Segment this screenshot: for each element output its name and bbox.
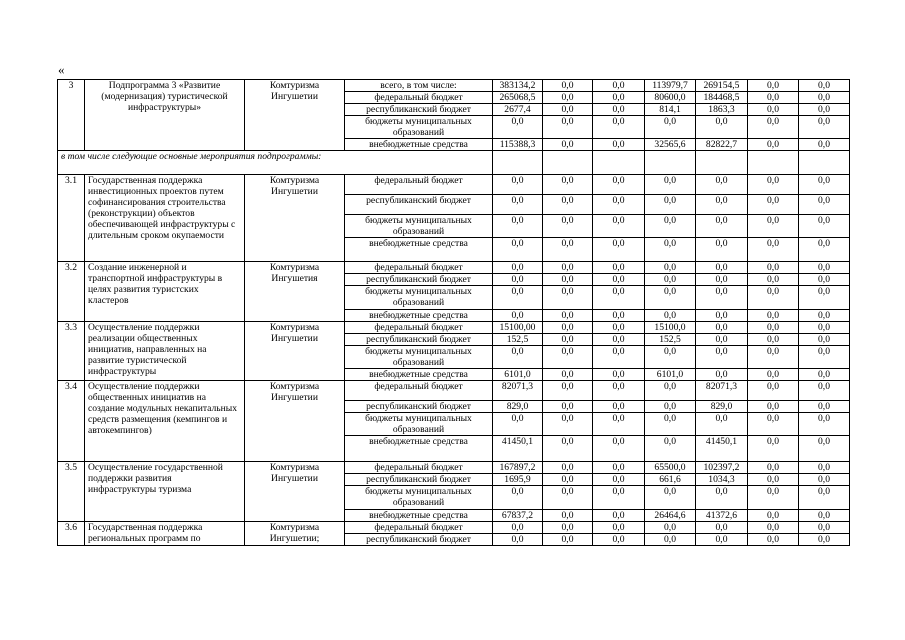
amount-cell: 0,0 — [799, 522, 850, 534]
measure-row — [58, 462, 850, 474]
funding-source: внебюджетные средства — [345, 238, 493, 262]
amount-cell: 0,0 — [593, 215, 645, 238]
amount-cell: 0,0 — [748, 522, 799, 534]
amount-cell: 0,0 — [799, 175, 850, 195]
amount-cell: 0,0 — [543, 534, 593, 546]
amount-cell: 0,0 — [799, 238, 850, 262]
funding-source: федеральный бюджет — [345, 262, 493, 274]
amount-cell: 0,0 — [645, 486, 696, 510]
executor: Комтуризма Ингушетии; — [245, 522, 345, 546]
amount-cell: 0,0 — [593, 195, 645, 215]
amount-cell: 0,0 — [696, 274, 748, 286]
amount-cell: 0,0 — [593, 274, 645, 286]
amount-cell: 0,0 — [696, 116, 748, 139]
amount-cell: 0,0 — [543, 401, 593, 413]
amount-cell: 0,0 — [645, 413, 696, 436]
amount-cell: 0,0 — [593, 346, 645, 369]
amount-cell: 0,0 — [543, 286, 593, 310]
amount-cell: 0,0 — [799, 401, 850, 413]
amount-cell: 0,0 — [799, 286, 850, 310]
amount-cell: 0,0 — [593, 310, 645, 322]
amount-cell: 0,0 — [543, 474, 593, 486]
amount-cell: 0,0 — [645, 215, 696, 238]
amount-cell: 0,0 — [748, 486, 799, 510]
amount-cell: 0,0 — [748, 286, 799, 310]
amount-cell: 0,0 — [799, 262, 850, 274]
funding-source: бюджеты муниципальных образований — [345, 215, 493, 238]
amount-cell: 0,0 — [593, 286, 645, 310]
amount-cell: 0,0 — [593, 139, 645, 151]
funding-source: всего, в том числе: — [345, 80, 493, 92]
measure-name: Государственная поддержка региональных программ по — [85, 522, 245, 546]
amount-cell: 0,0 — [645, 534, 696, 546]
funding-source: республиканский бюджет — [345, 401, 493, 413]
amount-cell: 0,0 — [799, 346, 850, 369]
measure-row — [58, 522, 850, 534]
amount-cell: 0,0 — [748, 215, 799, 238]
amount-cell: 0,0 — [493, 310, 543, 322]
amount-cell: 0,0 — [645, 286, 696, 310]
amount-cell: 0,0 — [696, 322, 748, 334]
program-name: Подпрограмма 3 «Развитие (модернизация) туристической инфраструктуры» — [85, 80, 245, 151]
measure-name: Государственная поддержка инвестиционных проектов путем софинансирования строительства (реконструкции) объектов обеспечивающей инфраструктуры с длительным сроком окупаемости — [85, 175, 245, 262]
amount-cell: 661,6 — [645, 474, 696, 486]
funding-source: республиканский бюджет — [345, 334, 493, 346]
amount-cell: 0,0 — [593, 116, 645, 139]
amount-cell: 0,0 — [593, 104, 645, 116]
amount-cell: 383134,2 — [493, 80, 543, 92]
amount-cell: 0,0 — [748, 369, 799, 381]
empty-cell — [493, 151, 543, 175]
measure-row — [58, 175, 850, 195]
amount-cell: 0,0 — [593, 262, 645, 274]
amount-cell: 0,0 — [799, 334, 850, 346]
funding-source: бюджеты муниципальных образований — [345, 486, 493, 510]
amount-cell: 67837,2 — [493, 510, 543, 522]
amount-cell: 2677,4 — [493, 104, 543, 116]
amount-cell: 0,0 — [696, 195, 748, 215]
amount-cell: 82822,7 — [696, 139, 748, 151]
amount-cell: 0,0 — [543, 522, 593, 534]
amount-cell: 0,0 — [799, 462, 850, 474]
amount-cell: 0,0 — [696, 534, 748, 546]
amount-cell: 0,0 — [493, 215, 543, 238]
funding-source: федеральный бюджет — [345, 522, 493, 534]
amount-cell: 0,0 — [543, 92, 593, 104]
funding-source: республиканский бюджет — [345, 534, 493, 546]
executor: Комтуризма Ингушетии — [245, 175, 345, 262]
amount-cell: 0,0 — [696, 175, 748, 195]
amount-cell: 0,0 — [593, 175, 645, 195]
funding-source: внебюджетные средства — [345, 310, 493, 322]
amount-cell: 0,0 — [593, 334, 645, 346]
amount-cell: 0,0 — [493, 286, 543, 310]
funding-source: республиканский бюджет — [345, 195, 493, 215]
amount-cell: 0,0 — [493, 346, 543, 369]
amount-cell: 6101,0 — [645, 369, 696, 381]
amount-cell: 0,0 — [748, 474, 799, 486]
funding-source: бюджеты муниципальных образований — [345, 413, 493, 436]
amount-cell: 0,0 — [593, 80, 645, 92]
amount-cell: 65500,0 — [645, 462, 696, 474]
amount-cell: 152,5 — [645, 334, 696, 346]
amount-cell: 0,0 — [696, 215, 748, 238]
amount-cell: 0,0 — [696, 486, 748, 510]
amount-cell: 0,0 — [593, 92, 645, 104]
amount-cell: 41372,6 — [696, 510, 748, 522]
amount-cell: 0,0 — [748, 534, 799, 546]
amount-cell: 0,0 — [543, 175, 593, 195]
amount-cell: 0,0 — [799, 322, 850, 334]
opening-quote: « — [58, 62, 65, 77]
funding-source: бюджеты муниципальных образований — [345, 286, 493, 310]
amount-cell: 0,0 — [748, 334, 799, 346]
amount-cell: 0,0 — [748, 310, 799, 322]
amount-cell: 82071,3 — [696, 381, 748, 401]
funding-source: федеральный бюджет — [345, 462, 493, 474]
amount-cell: 0,0 — [799, 139, 850, 151]
amount-cell: 0,0 — [696, 334, 748, 346]
amount-cell: 0,0 — [799, 413, 850, 436]
amount-cell: 0,0 — [493, 116, 543, 139]
amount-cell: 0,0 — [543, 334, 593, 346]
amount-cell: 32565,6 — [645, 139, 696, 151]
empty-cell — [696, 151, 748, 175]
amount-cell: 0,0 — [748, 346, 799, 369]
section-note: в том числе следующие основные мероприятия подпрограммы: — [58, 151, 493, 175]
amount-cell: 0,0 — [543, 262, 593, 274]
amount-cell: 0,0 — [493, 238, 543, 262]
funding-source: республиканский бюджет — [345, 474, 493, 486]
measure-number: 3.2 — [58, 262, 85, 322]
amount-cell: 0,0 — [543, 116, 593, 139]
empty-cell — [543, 151, 593, 175]
amount-cell: 0,0 — [799, 486, 850, 510]
amount-cell: 0,0 — [799, 195, 850, 215]
amount-cell: 0,0 — [799, 80, 850, 92]
amount-cell: 0,0 — [799, 92, 850, 104]
amount-cell: 113979,7 — [645, 80, 696, 92]
amount-cell: 41450,1 — [493, 436, 543, 462]
measure-number: 3.4 — [58, 381, 85, 462]
amount-cell: 6101,0 — [493, 369, 543, 381]
funding-source: федеральный бюджет — [345, 92, 493, 104]
amount-cell: 0,0 — [748, 413, 799, 436]
amount-cell: 0,0 — [799, 274, 850, 286]
amount-cell: 0,0 — [543, 104, 593, 116]
executor: Комтуризма Ингушетии — [245, 462, 345, 522]
amount-cell: 0,0 — [748, 262, 799, 274]
amount-cell: 0,0 — [543, 413, 593, 436]
amount-cell: 0,0 — [645, 116, 696, 139]
amount-cell: 0,0 — [493, 486, 543, 510]
measure-row — [58, 381, 850, 401]
amount-cell: 0,0 — [493, 413, 543, 436]
amount-cell: 0,0 — [493, 175, 543, 195]
amount-cell: 0,0 — [645, 310, 696, 322]
funding-source: бюджеты муниципальных образований — [345, 116, 493, 139]
amount-cell: 80600,0 — [645, 92, 696, 104]
amount-cell: 0,0 — [748, 195, 799, 215]
amount-cell: 115388,3 — [493, 139, 543, 151]
funding-source: внебюджетные средства — [345, 139, 493, 151]
measure-name: Осуществление поддержки реализации общественных инициатив, направленных на развитие туристической инфраструктуры — [85, 322, 245, 381]
amount-cell: 0,0 — [799, 534, 850, 546]
amount-cell: 15100,0 — [645, 322, 696, 334]
amount-cell: 0,0 — [799, 104, 850, 116]
amount-cell: 265068,5 — [493, 92, 543, 104]
amount-cell: 829,0 — [696, 401, 748, 413]
amount-cell: 0,0 — [593, 322, 645, 334]
amount-cell: 0,0 — [543, 346, 593, 369]
amount-cell: 0,0 — [493, 534, 543, 546]
amount-cell: 0,0 — [543, 310, 593, 322]
amount-cell: 0,0 — [645, 401, 696, 413]
funding-source: внебюджетные средства — [345, 436, 493, 462]
amount-cell: 1863,3 — [696, 104, 748, 116]
amount-cell: 184468,5 — [696, 92, 748, 104]
measure-number: 3.6 — [58, 522, 85, 546]
amount-cell: 0,0 — [593, 486, 645, 510]
amount-cell: 0,0 — [543, 215, 593, 238]
program-number: 3 — [58, 80, 85, 151]
amount-cell: 0,0 — [593, 534, 645, 546]
amount-cell: 0,0 — [645, 381, 696, 401]
amount-cell: 0,0 — [799, 474, 850, 486]
amount-cell: 0,0 — [645, 238, 696, 262]
amount-cell: 0,0 — [543, 510, 593, 522]
amount-cell: 82071,3 — [493, 381, 543, 401]
executor: Комтуризма Ингушетия — [245, 262, 345, 322]
amount-cell: 0,0 — [543, 436, 593, 462]
amount-cell: 0,0 — [593, 369, 645, 381]
amount-cell: 0,0 — [748, 381, 799, 401]
amount-cell: 0,0 — [645, 436, 696, 462]
executor: Комтуризма Ингушетии — [245, 322, 345, 381]
amount-cell: 15100,00 — [493, 322, 543, 334]
amount-cell: 0,0 — [799, 510, 850, 522]
amount-cell: 0,0 — [593, 413, 645, 436]
funding-source: федеральный бюджет — [345, 381, 493, 401]
amount-cell: 0,0 — [748, 322, 799, 334]
measure-name: Осуществление государственной поддержки развития инфраструктуры туризма — [85, 462, 245, 522]
amount-cell: 0,0 — [645, 274, 696, 286]
measure-number: 3.5 — [58, 462, 85, 522]
amount-cell: 0,0 — [593, 510, 645, 522]
amount-cell: 0,0 — [748, 510, 799, 522]
amount-cell: 0,0 — [543, 322, 593, 334]
amount-cell: 0,0 — [799, 436, 850, 462]
funding-source: внебюджетные средства — [345, 510, 493, 522]
amount-cell: 0,0 — [748, 116, 799, 139]
amount-cell: 0,0 — [593, 522, 645, 534]
amount-cell: 0,0 — [799, 215, 850, 238]
amount-cell: 0,0 — [748, 92, 799, 104]
measure-name: Осуществление поддержки общественных инициатив на создание модульных некапитальных средств размещения (кемпингов и автокемпингов) — [85, 381, 245, 462]
budget-table — [57, 79, 850, 546]
amount-cell: 102397,2 — [696, 462, 748, 474]
amount-cell: 0,0 — [696, 238, 748, 262]
program-row — [58, 80, 850, 92]
funding-source: федеральный бюджет — [345, 175, 493, 195]
amount-cell: 0,0 — [799, 369, 850, 381]
empty-cell — [593, 151, 645, 175]
amount-cell: 0,0 — [543, 462, 593, 474]
amount-cell: 41450,1 — [696, 436, 748, 462]
amount-cell: 0,0 — [748, 401, 799, 413]
empty-cell — [645, 151, 696, 175]
empty-cell — [799, 151, 850, 175]
amount-cell: 0,0 — [593, 462, 645, 474]
amount-cell: 0,0 — [593, 401, 645, 413]
empty-cell — [748, 151, 799, 175]
amount-cell: 0,0 — [645, 195, 696, 215]
funding-source: республиканский бюджет — [345, 274, 493, 286]
amount-cell: 0,0 — [493, 522, 543, 534]
measure-number: 3.3 — [58, 322, 85, 381]
measure-name: Создание инженерной и транспортной инфраструктуры в целях развития туристских кластеров — [85, 262, 245, 322]
measure-row — [58, 262, 850, 274]
amount-cell: 0,0 — [645, 175, 696, 195]
amount-cell: 0,0 — [696, 413, 748, 436]
amount-cell: 269154,5 — [696, 80, 748, 92]
amount-cell: 1034,3 — [696, 474, 748, 486]
amount-cell: 0,0 — [696, 522, 748, 534]
measure-row — [58, 322, 850, 334]
amount-cell: 0,0 — [543, 274, 593, 286]
amount-cell: 0,0 — [748, 238, 799, 262]
amount-cell: 0,0 — [493, 274, 543, 286]
amount-cell: 0,0 — [696, 286, 748, 310]
amount-cell: 1695,9 — [493, 474, 543, 486]
amount-cell: 0,0 — [696, 369, 748, 381]
amount-cell: 814,1 — [645, 104, 696, 116]
amount-cell: 0,0 — [645, 522, 696, 534]
executor: Комтуризма Ингушетии — [245, 381, 345, 462]
amount-cell: 0,0 — [748, 274, 799, 286]
amount-cell: 0,0 — [543, 195, 593, 215]
amount-cell: 0,0 — [799, 116, 850, 139]
amount-cell: 0,0 — [748, 139, 799, 151]
amount-cell: 152,5 — [493, 334, 543, 346]
amount-cell: 0,0 — [696, 262, 748, 274]
amount-cell: 0,0 — [543, 369, 593, 381]
amount-cell: 0,0 — [543, 381, 593, 401]
executor: Комтуризма Ингушетии — [245, 80, 345, 151]
amount-cell: 0,0 — [748, 436, 799, 462]
amount-cell: 829,0 — [493, 401, 543, 413]
amount-cell: 0,0 — [593, 474, 645, 486]
amount-cell: 0,0 — [543, 238, 593, 262]
amount-cell: 0,0 — [493, 195, 543, 215]
amount-cell: 0,0 — [645, 262, 696, 274]
funding-source: республиканский бюджет — [345, 104, 493, 116]
amount-cell: 0,0 — [799, 310, 850, 322]
amount-cell: 0,0 — [748, 175, 799, 195]
amount-cell: 0,0 — [748, 80, 799, 92]
note-row — [58, 151, 850, 175]
amount-cell: 0,0 — [748, 104, 799, 116]
amount-cell: 0,0 — [493, 262, 543, 274]
amount-cell: 0,0 — [543, 80, 593, 92]
amount-cell: 0,0 — [593, 238, 645, 262]
amount-cell: 0,0 — [543, 486, 593, 510]
amount-cell: 0,0 — [645, 346, 696, 369]
measure-number: 3.1 — [58, 175, 85, 262]
amount-cell: 0,0 — [696, 346, 748, 369]
amount-cell: 0,0 — [593, 436, 645, 462]
funding-source: бюджеты муниципальных образований — [345, 346, 493, 369]
funding-source: федеральный бюджет — [345, 322, 493, 334]
amount-cell: 0,0 — [799, 381, 850, 401]
amount-cell: 0,0 — [748, 462, 799, 474]
amount-cell: 167897,2 — [493, 462, 543, 474]
amount-cell: 0,0 — [593, 381, 645, 401]
amount-cell: 0,0 — [543, 139, 593, 151]
funding-source: внебюджетные средства — [345, 369, 493, 381]
amount-cell: 26464,6 — [645, 510, 696, 522]
amount-cell: 0,0 — [696, 310, 748, 322]
